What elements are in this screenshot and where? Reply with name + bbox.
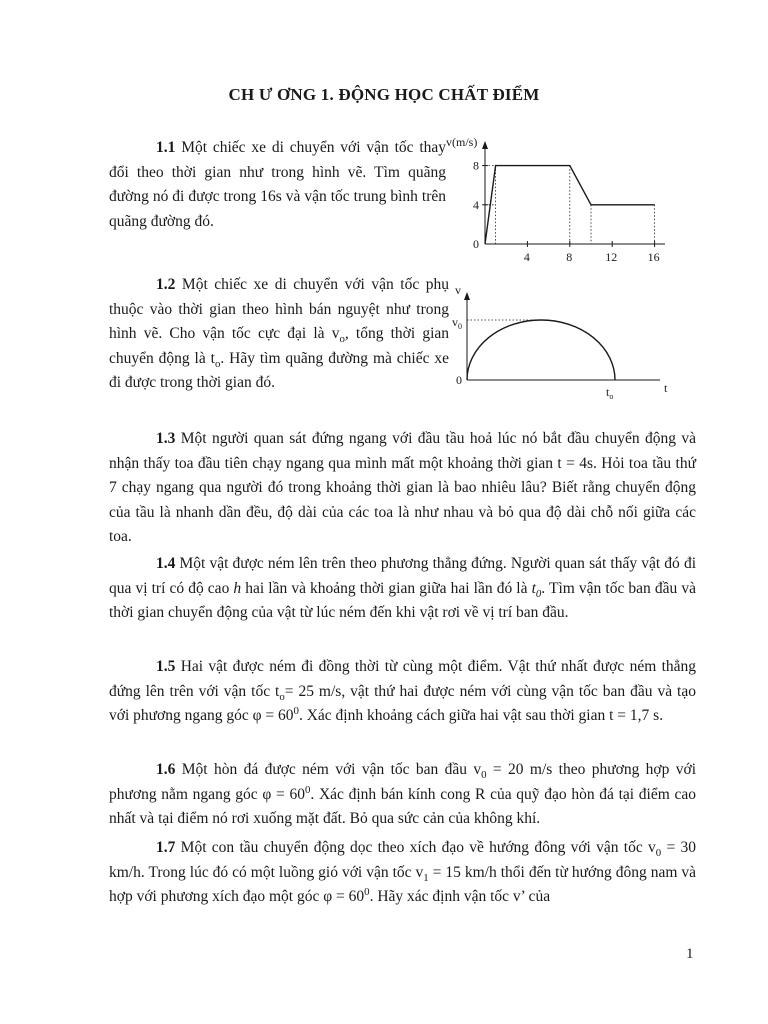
problem-text: . Xác định khoảng cách giữa hai vật sau thời gian t = 1,7 s. [298, 707, 664, 724]
semicircle-curve [467, 320, 615, 380]
y-axis-label: v(m/s) [446, 135, 478, 149]
problem-1-7 [109, 836, 696, 910]
problem-text: Một chiếc xe di chuyển với vận tốc thay đổi theo thời gian như trong hình vẽ. Tìm quãng đường nó đi được trong 16s và vận tốc trung bình trên quãng đường đó. [109, 139, 447, 230]
tend-label: $t_o$ [606, 385, 614, 401]
problem-number: 1.4 [156, 555, 176, 572]
problem-number: 1.3 [156, 430, 176, 447]
problem-1-2 [109, 273, 449, 396]
y-tick-label: 8 [473, 158, 479, 173]
problem-number: 1.2 [156, 276, 176, 293]
problem-text: . Tìm vận tốc ban đầu và thời gian chuyển động của vật từ lúc ném đến khi vật rơi về vị trí ban đầu. [109, 579, 696, 621]
problem-text: Một chiếc xe di chuyển với vận tốc phụ thuộc vào thời gian theo hình bán nguyệt như trong hình vẽ. Cho vận tốc cực đại là v [109, 276, 449, 342]
problem-text: . Hãy xác định vận tốc v’ của [369, 888, 551, 905]
x-tick-label: 16 [647, 250, 660, 264]
problem-text: = 30 km/h. Trong lúc đó có một luồng gió với vận tốc v [109, 839, 697, 881]
subscript: 0 [655, 847, 662, 860]
problem-text: Một vật được ném lên trên theo phương thẳng đứng. Người quan sát thấy vật đó đi qua vị trí có độ cao [109, 555, 697, 597]
problem-text: Một người quan sát đứng ngang với đầu tầu hoả lúc nó bắt đầu chuyển động và nhận thấy toa đầu tiên chạy ngang qua mình mất một khoảng thời gian t = 4s. Hỏi toa tầu thứ 7 chạy ngang qua người đó trong khoảng thời gian là bao nhiêu lâu? Biết rằng chuyển động của tầu là nhanh dần đều, độ dài của các toa là như nhau và bỏ qua độ dài chỗ nối giữa các toa. [109, 430, 697, 545]
subscript: o [214, 357, 221, 370]
chapter-title: CH Ư ƠNG 1. ĐỘNG HỌC CHẤT ĐIỂM [228, 85, 540, 104]
problem-1-3 [109, 427, 696, 550]
problem-text: . Hãy tìm quãng đường mà chiếc xe đi được trong thời gian đó. [109, 349, 449, 391]
problem-text: Một con tầu chuyển động dọc theo xích đạo về hướng đông với vận tốc v [180, 839, 656, 856]
subscript: o [279, 690, 285, 703]
y-axis-arrow [482, 141, 488, 149]
y-tick-label: 4 [473, 197, 479, 212]
problem-text: Một hòn đá được ném với vận tốc ban đầu v [181, 761, 482, 778]
subscript: o [339, 333, 345, 346]
problem-number: 1.7 [156, 839, 176, 856]
problem-text: = 20 m/s theo phương hợp với phương nằm ngang góc φ = 60 [109, 761, 697, 803]
problem-text: = 25 m/s, vật thứ hai được ném với cùng vận tốc ban đầu và tạo với phương ngang góc φ = 60 [109, 682, 696, 724]
variable-h: h [233, 579, 242, 597]
y-tick-label: 0 [473, 237, 479, 251]
problem-1-6 [109, 758, 696, 832]
problem-number: 1.1 [156, 139, 176, 156]
y-axis-arrow [464, 292, 470, 300]
x-axis-label: t [664, 381, 668, 395]
problem-1-5 [109, 655, 696, 729]
problem-1-4 [109, 552, 696, 626]
problem-number: 1.5 [156, 658, 176, 675]
velocity-line [485, 166, 655, 244]
superscript: 0 [364, 885, 370, 898]
subscript: 0 [535, 587, 542, 600]
problem-1-1 [109, 136, 446, 234]
variable-t: t [531, 579, 536, 597]
origin-label: 0 [456, 373, 462, 387]
page-number: 1 [686, 946, 694, 962]
problem-text: , tổng thời gian chuyển động là t [109, 325, 449, 367]
problem-text: . Xác định bán kính cong R của quỹ đạo hòn đá tại điểm cao nhất và tại điểm nó rơi xuống mặt đất. Bỏ qua sức cản của không khí. [109, 785, 696, 827]
subscript: 1 [423, 871, 429, 884]
superscript: 0 [293, 704, 299, 717]
x-tick-label: 8 [566, 250, 573, 264]
x-tick-label: 12 [605, 250, 618, 264]
superscript: 0 [304, 783, 311, 796]
problem-text: hai lần và khoảng thời gian giữa hai lần đó là [241, 579, 532, 597]
problem-text: = 15 km/h thổi đến từ hướng đông nam và hợp với phương xích đạo một góc φ = 60 [109, 863, 696, 905]
problem-text: Hai vật được ném đi đồng thời từ cùng một điểm. Vật thứ nhất được ném thẳng đứng lên trên với vận tốc t [109, 658, 697, 700]
y-axis-label: v [455, 283, 461, 297]
vmax-label: $v_0$ [452, 315, 462, 331]
x-tick-label: 4 [523, 250, 530, 264]
problem-number: 1.6 [156, 761, 176, 778]
subscript: 0 [481, 769, 487, 782]
